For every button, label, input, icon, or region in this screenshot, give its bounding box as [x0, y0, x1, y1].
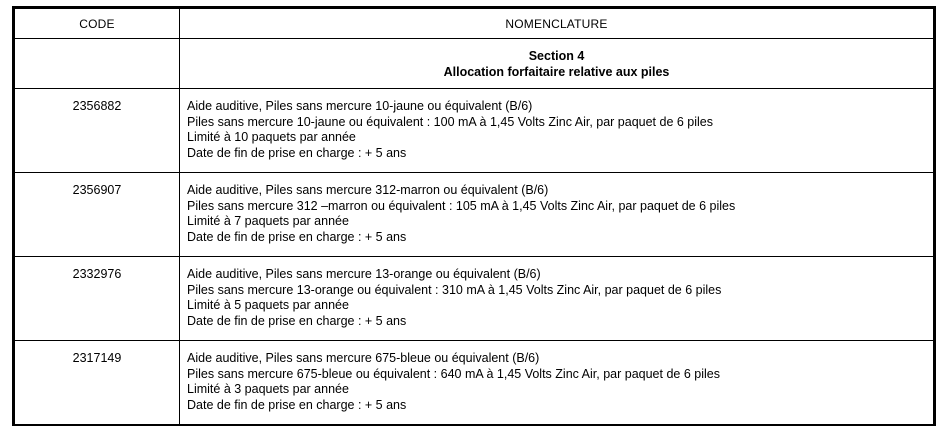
table-row [15, 173, 934, 257]
description-line: Piles sans mercure 675-bleue ou équivalent : 640 mA à 1,45 Volts Zinc Air, par paquet de 6 piles [187, 366, 720, 381]
description-line: Date de fin de prise en charge : + 5 ans [187, 313, 407, 328]
nomenclature-table [14, 8, 934, 425]
description-line: Date de fin de prise en charge : + 5 ans [187, 397, 407, 412]
table-row [15, 257, 934, 341]
code-column-header: CODE [15, 9, 180, 39]
nomenclature-column-header: NOMENCLATURE [180, 9, 934, 39]
description-line: Aide auditive, Piles sans mercure 312-marron ou équivalent (B/6) [187, 183, 549, 197]
section-code-cell [15, 39, 180, 89]
description-line: Date de fin de prise en charge : + 5 ans [187, 229, 407, 244]
description-cell [180, 173, 934, 257]
table-row [15, 89, 934, 173]
description-line: Aide auditive, Piles sans mercure 10-jaune ou équivalent (B/6) [187, 99, 533, 113]
description-line: Piles sans mercure 13-orange ou équivalent : 310 mA à 1,45 Volts Zinc Air, par paquet de 6 piles [187, 282, 722, 297]
description-line: Limité à 5 paquets par année [187, 298, 349, 312]
nomenclature-table-frame [12, 6, 936, 426]
description-line: Limité à 3 paquets par année [187, 382, 349, 396]
description-line: Aide auditive, Piles sans mercure 13-orange ou équivalent (B/6) [187, 267, 541, 281]
description-line: Piles sans mercure 312 –marron ou équivalent : 105 mA à 1,45 Volts Zinc Air, par paquet de 6 piles [187, 198, 736, 213]
table-row [15, 341, 934, 425]
description-line: Limité à 7 paquets par année [187, 214, 349, 228]
description-cell [180, 89, 934, 173]
description-line: Aide auditive, Piles sans mercure 675-bleue ou équivalent (B/6) [187, 351, 540, 365]
section-title: Section 4 [528, 48, 585, 63]
code-cell: 2317149 [15, 341, 180, 425]
description-line: Limité à 10 paquets par année [187, 130, 356, 144]
code-cell: 2356882 [15, 89, 180, 173]
description-line: Date de fin de prise en charge : + 5 ans [187, 145, 407, 160]
code-cell: 2332976 [15, 257, 180, 341]
table-header-row [15, 9, 934, 39]
code-cell: 2356907 [15, 173, 180, 257]
section-heading [180, 39, 934, 89]
section-row [15, 39, 934, 89]
description-line: Piles sans mercure 10-jaune ou équivalent : 100 mA à 1,45 Volts Zinc Air, par paquet de 6 piles [187, 114, 714, 129]
description-cell [180, 257, 934, 341]
description-cell [180, 341, 934, 425]
section-subtitle: Allocation forfaitaire relative aux piles [443, 64, 670, 79]
